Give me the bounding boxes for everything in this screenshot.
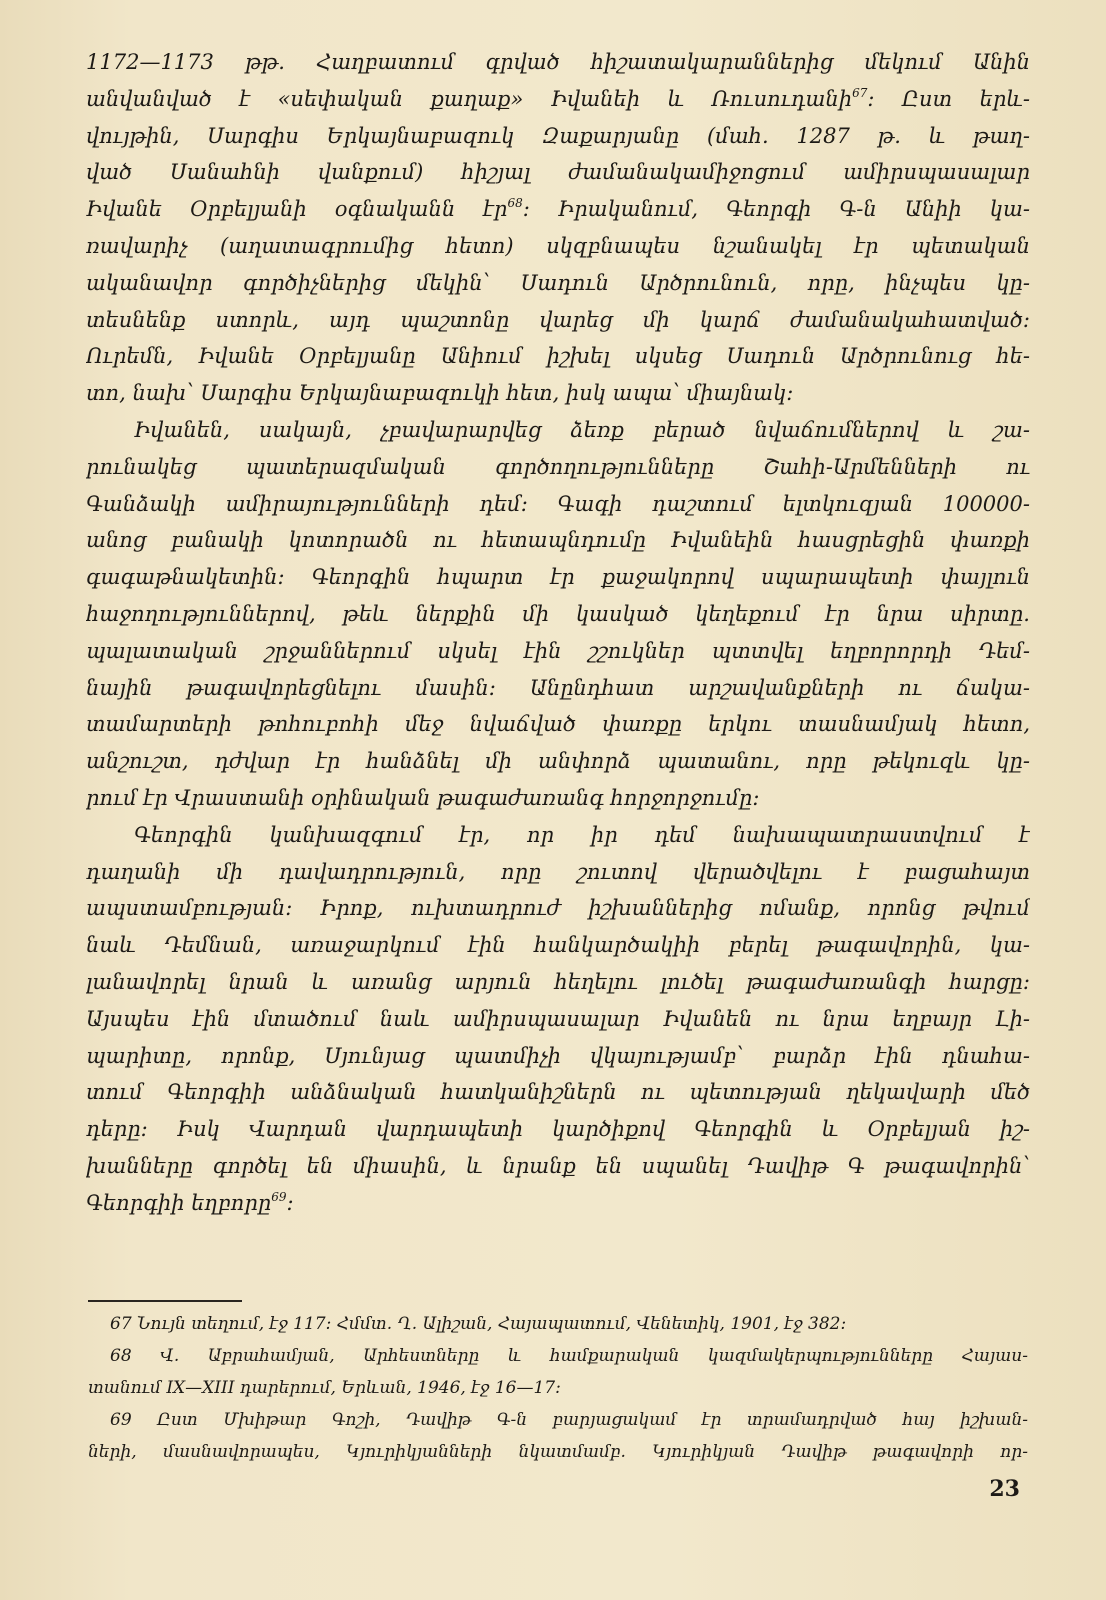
text-line: նային թագավորեցնելու մասին։ Անընդհատ արշավանքների ու ճակա- (86, 675, 1030, 700)
text-line: ռավարիչ (աղատագրումից հետո) սկզբնապես նշանակել էր պետական (86, 233, 1030, 258)
text-line: Գեորգին կանխազգում էր, որ իր դեմ նախապատրաստվում է (134, 822, 1030, 847)
text-line: րում էր Վրաստանի օրինական թագաժառանգ հորջորջումը։ (86, 785, 760, 810)
text-line: Գեորգիի եղբորը$^{69}$։ (86, 1189, 294, 1215)
footnote-ref[interactable]: 68 (507, 196, 523, 211)
text-line: հաջողություններով, թեև ներքին մի կասկած կեղեքում էր նրա սիրտը. (86, 601, 1030, 626)
text-line: պարիտը, որոնք, Սյունյաց պատմիչի վկայությամբ՝ բարձր էին դնահա- (86, 1043, 1030, 1068)
page-number: 23 (989, 1476, 1020, 1502)
text-line: վույթին, Սարգիս Երկայնաբազուկ Զաքարյանը (մահ. 1287 թ. և թաղ- (86, 123, 1030, 148)
text-line: լանավորել նրան և առանց արյուն հեղելու լուծել թագաժառանգի հարցը։ (86, 969, 1030, 994)
text-line: տամարտերի թոհուբոհի մեջ նվաճված փառքը երկու տասնամյակ հետո, (86, 712, 1030, 737)
text-line: ապստամբության։ Իրոք, ուխտադրուժ իշխաններից ոմանք, որոնց թվում (86, 896, 1030, 921)
footnote-divider (88, 1300, 242, 1302)
footnotes (88, 1308, 1028, 1468)
text-line: Ուրեմն, Իվանե Օրբելյանը Անիում իշխել սկսեց Սադուն Արծրունուց հե- (86, 344, 1030, 369)
text-line: տեսնենք ստորև, այդ պաշտոնը վարեց մի կարճ ժամանակահատված։ (86, 307, 1030, 332)
text-line: Իվանեն, սակայն, չբավարարվեց ձեռք բերած նվաճումներով և շա- (134, 417, 1030, 442)
footnote-ref[interactable]: 69 (271, 1189, 287, 1204)
text-line: դաղանի մի դավադրություն, որը շուտով վերածվելու է բացահայտ (86, 859, 1030, 884)
text-line: Իվանե Օրբելյանի օգնականն էր$^{68}$։ Իրականում, Գեորգի Գ-ն Անիի կա- (86, 196, 1030, 222)
text-line: Գանձակի ամիրայությունների դեմ։ Գագի դաշտում ելտկուզյան 100000- (86, 491, 1030, 516)
footnote-68: 68 Վ. Աբրահամյան, Արհեստները և համքարական կազմակերպությունները Հայաս- (110, 1346, 1028, 1366)
text-line: նաև Դեմնան, առաջարկում էին հանկարծակիի բերել թագավորին, կա- (86, 933, 1030, 958)
footnote-68-continued: տանում IX—XIII դարերում, Երևան, 1946, էջ 16—17։ (88, 1378, 561, 1398)
text-line: խանները գործել են միասին, և նրանք են սպանել Դավիթ Գ թագավորին՝ (86, 1153, 1030, 1178)
text-line: ված Սանահնի վանքում) հիշյալ ժամանակամիջոցում ամիրսպասալար (86, 160, 1030, 185)
text-line: անոց բանակի կոտորածն ու հետապնդումը Իվանեին հասցրեցին փառքի (86, 528, 1030, 553)
text-line: 1172—1173 թթ. Հաղբատում գրված հիշատակարաններից մեկում Անին (86, 50, 1030, 74)
footnote-67: 67 Նույն տեղում, էջ 117։ Հմմտ. Ղ. Ալիշան, Հայապատում, Վենետիկ, 1901, էջ 382։ (110, 1314, 847, 1334)
footnote-ref[interactable]: 67 (852, 85, 868, 100)
text-line: ականավոր գործիչներից մեկին՝ Սադուն Արծրունուն, որը, ինչպես կը- (86, 270, 1030, 295)
text-line: տում Գեորգիի անձնական հատկանիշներն ու պետության ղեկավարի մեծ (86, 1080, 1030, 1105)
footnote-69-continued: ների, մասնավորապես, Կյուրիկյանների նկատմամբ. Կյուրիկյան Դավիթ թագավորի որ- (88, 1442, 1028, 1462)
text-line: անշուշտ, դժվար էր հանձնել մի անփորձ պատանու, որը թեկուզև կը- (86, 749, 1030, 774)
text-line: տո, նախ՝ Սարգիս Երկայնաբազուկի հետ, իսկ ապա՝ միայնակ։ (86, 381, 794, 406)
text-line: պալատական շրջաններում սկսել էին շշուկներ պտտվել եղբորորդի Դեմ- (86, 638, 1030, 663)
text-line: գագաթնակետին։ Գեորգին հպարտ էր քաջակորով սպարապետի փայլուն (86, 565, 1030, 590)
text-line: դերը։ Իսկ Վարդան վարդապետի կարծիքով Գեորգին և Օրբելյան իշ- (86, 1117, 1030, 1142)
main-text (86, 44, 1030, 1222)
text-line: րունակեց պատերազմական գործողությունները Շահի-Արմենների ու (86, 454, 1030, 479)
footnote-69: 69 Ըստ Մխիթար Գոշի, Դավիթ Գ-ն բարյացակամ էր տրամադրված հայ իշխան- (110, 1410, 1028, 1430)
text-line: անվանված է «սեփական քաղաք» Իվանեի և Ռուսուդանի$^{67}$։ Ըստ երև- (86, 85, 1030, 111)
text-line: Այսպես էին մտածում նաև ամիրսպասալար Իվանեն ու նրա եղբայր Լի- (86, 1006, 1030, 1031)
